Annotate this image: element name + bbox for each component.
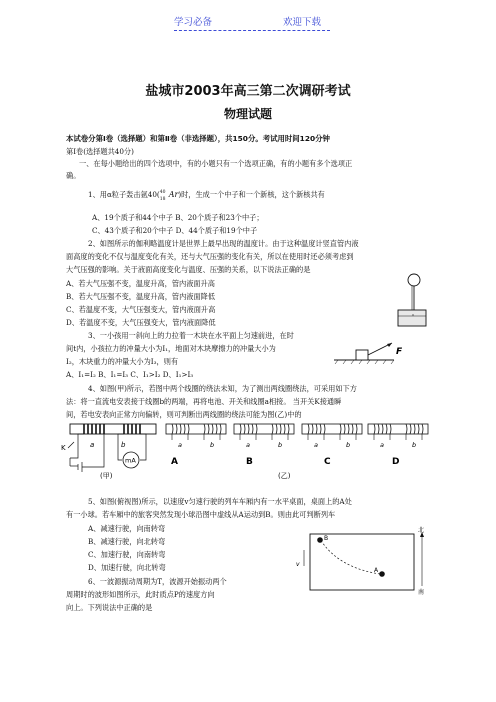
q3-options: A、I₁=I₂ B、I₁=I₃ C、I₁>I₂ D、I₁>I₃	[66, 370, 194, 379]
instructions-line-1: 一、在每小题给出的四个选项中，有的小题只有一个选项正确，有的小题有多个选项正	[79, 159, 353, 168]
q5-option-a: A、减速行驶，向南转弯	[88, 524, 166, 533]
galileo-thermometer-figure	[388, 268, 428, 332]
q5-option-c: C、加速行驶，向南转弯	[88, 550, 166, 559]
north-label: 北	[418, 527, 425, 534]
q3-line-3: I₂，木块重力的冲量大小为I₃，则有	[66, 357, 179, 366]
q5-line-2: 有一小球。若车厢中的旅客突然发现小球沿图中虚线从A运动到B。则由此可判断列车	[66, 510, 336, 519]
q5-option-d: D、加速行驶，向北转弯	[88, 563, 166, 572]
point-b-label: B	[324, 535, 329, 542]
coil-option-d	[368, 424, 428, 467]
point-a-label: A	[374, 567, 379, 574]
q1-options-2: C、43个质子和20个中子 D、44个质子和19个中子	[92, 226, 258, 235]
q2-line-2: 面高度的变化不仅与温度变化有关，还与大气压强的变化有关，所以在使用时还必须考虑到	[66, 252, 354, 261]
instructions-line-2: 确。	[66, 171, 81, 180]
q3-line-2: 间t内，小孩拉力的冲量大小为I₁，地面对木块摩擦力的冲量大小为	[66, 344, 276, 353]
q6-line-3: 向上。下列说法中正确的是	[66, 603, 153, 612]
option-a-coil-a: a	[178, 441, 182, 449]
q2-option-a: A、若大气压强不变，温度升高，管内液面升高	[66, 279, 215, 288]
block-force-figure	[334, 336, 424, 366]
header-right: 欢迎下载	[283, 17, 322, 28]
option-d-coil-a: a	[380, 441, 384, 449]
force-label: F	[396, 347, 403, 357]
switch-k-label: K	[61, 444, 66, 452]
q2-option-b: B、若大气压强不变，温度升高，管内液面降低	[66, 292, 216, 301]
option-b-coil-a: a	[246, 441, 250, 449]
option-a-coil-b: b	[210, 441, 215, 449]
page-title: 盐城市2003年高三第二次调研考试	[145, 84, 351, 99]
q6-line-2: 周期时的波形如图所示，此时质点P的速度方向	[66, 590, 215, 599]
q5-option-b: B、减速行驶，向北转弯	[88, 537, 166, 546]
q4-line-3: 间，若电安表向正常方向偏转，则可判断出两线圈的绕法可能为图(乙)中的	[66, 410, 302, 419]
q4-line-1: 4、如图(甲)所示，若图中两个线圈的绕法未知，为了测出两线圈绕法，可采用如下方	[88, 384, 357, 393]
q1-options-1: A、19个质子和44个中子 B、20个质子和23个中子；	[92, 213, 264, 222]
q6-line-1: 6、一波源振动周期为T，波源开始振动两个	[88, 577, 227, 586]
q5-line-1: 5、如图(俯视图)所示，以速度v匀速行驶的列车车厢内有一水平桌面，桌面上的A处	[88, 497, 352, 506]
train-table-figure	[296, 527, 430, 596]
south-label: 南	[418, 589, 425, 596]
coil-option-c	[302, 424, 362, 467]
coil-option-b	[234, 424, 294, 467]
page-subtitle: 物理试题	[223, 107, 272, 121]
q1-stem: 1、用α粒子轰击氩40( 40 18 Ar)时，生成一个中子和一个新核，这个新核共有	[88, 190, 325, 202]
coil-b-label: b	[121, 441, 126, 449]
q2-line-1: 2、如图所示的伽利略温度计是世界上最早出现的温度计。由于这种温度计竖直管内液	[88, 239, 359, 248]
milliammeter-label: mA	[125, 456, 136, 465]
q2-line-3: 大气压强的影响。关于液面高度变化与温度、压强的关系，以下说法正确的是	[66, 265, 311, 274]
figure-yi-label: (乙)	[278, 472, 291, 480]
option-d-label: D	[392, 457, 400, 467]
velocity-label: v	[296, 561, 300, 568]
option-c-label: C	[324, 457, 331, 467]
header-underline	[174, 30, 330, 31]
coil-circuit-figure-jia	[61, 420, 164, 480]
figure-jia-label: (甲)	[100, 472, 113, 480]
q4-line-2: 法：将一直流电安表接于线圈b的两端，再将电池、开关和线圈a相接。 当开关K接通瞬	[66, 397, 342, 406]
option-c-coil-a: a	[314, 441, 318, 449]
coil-options-figure-yi	[166, 420, 428, 482]
option-a-label: A	[171, 457, 178, 467]
q2-option-d: D、若温度不变，大气压强变大，管内液面降低	[66, 318, 216, 327]
q3-line-1: 3、一小孩用一斜向上的力拉着一木块在水平面上匀速前进，在时	[88, 331, 294, 340]
option-b-label: B	[246, 457, 253, 467]
option-d-coil-b: b	[412, 441, 417, 449]
header-left: 学习必备	[174, 17, 213, 28]
section-heading: 第Ⅰ卷(选择题共40分)	[66, 147, 134, 156]
intro-text: 本试卷分第Ⅰ卷（选择题）和第Ⅱ卷（非选择题），共150分。考试用时间120分钟	[66, 134, 330, 143]
q2-option-c: C、若温度不变，大气压强变大，管内液面升高	[66, 305, 216, 314]
option-c-coil-b: b	[346, 441, 351, 449]
option-b-coil-b: b	[278, 441, 283, 449]
coil-a-label: a	[90, 441, 95, 449]
coil-option-a	[166, 424, 226, 467]
